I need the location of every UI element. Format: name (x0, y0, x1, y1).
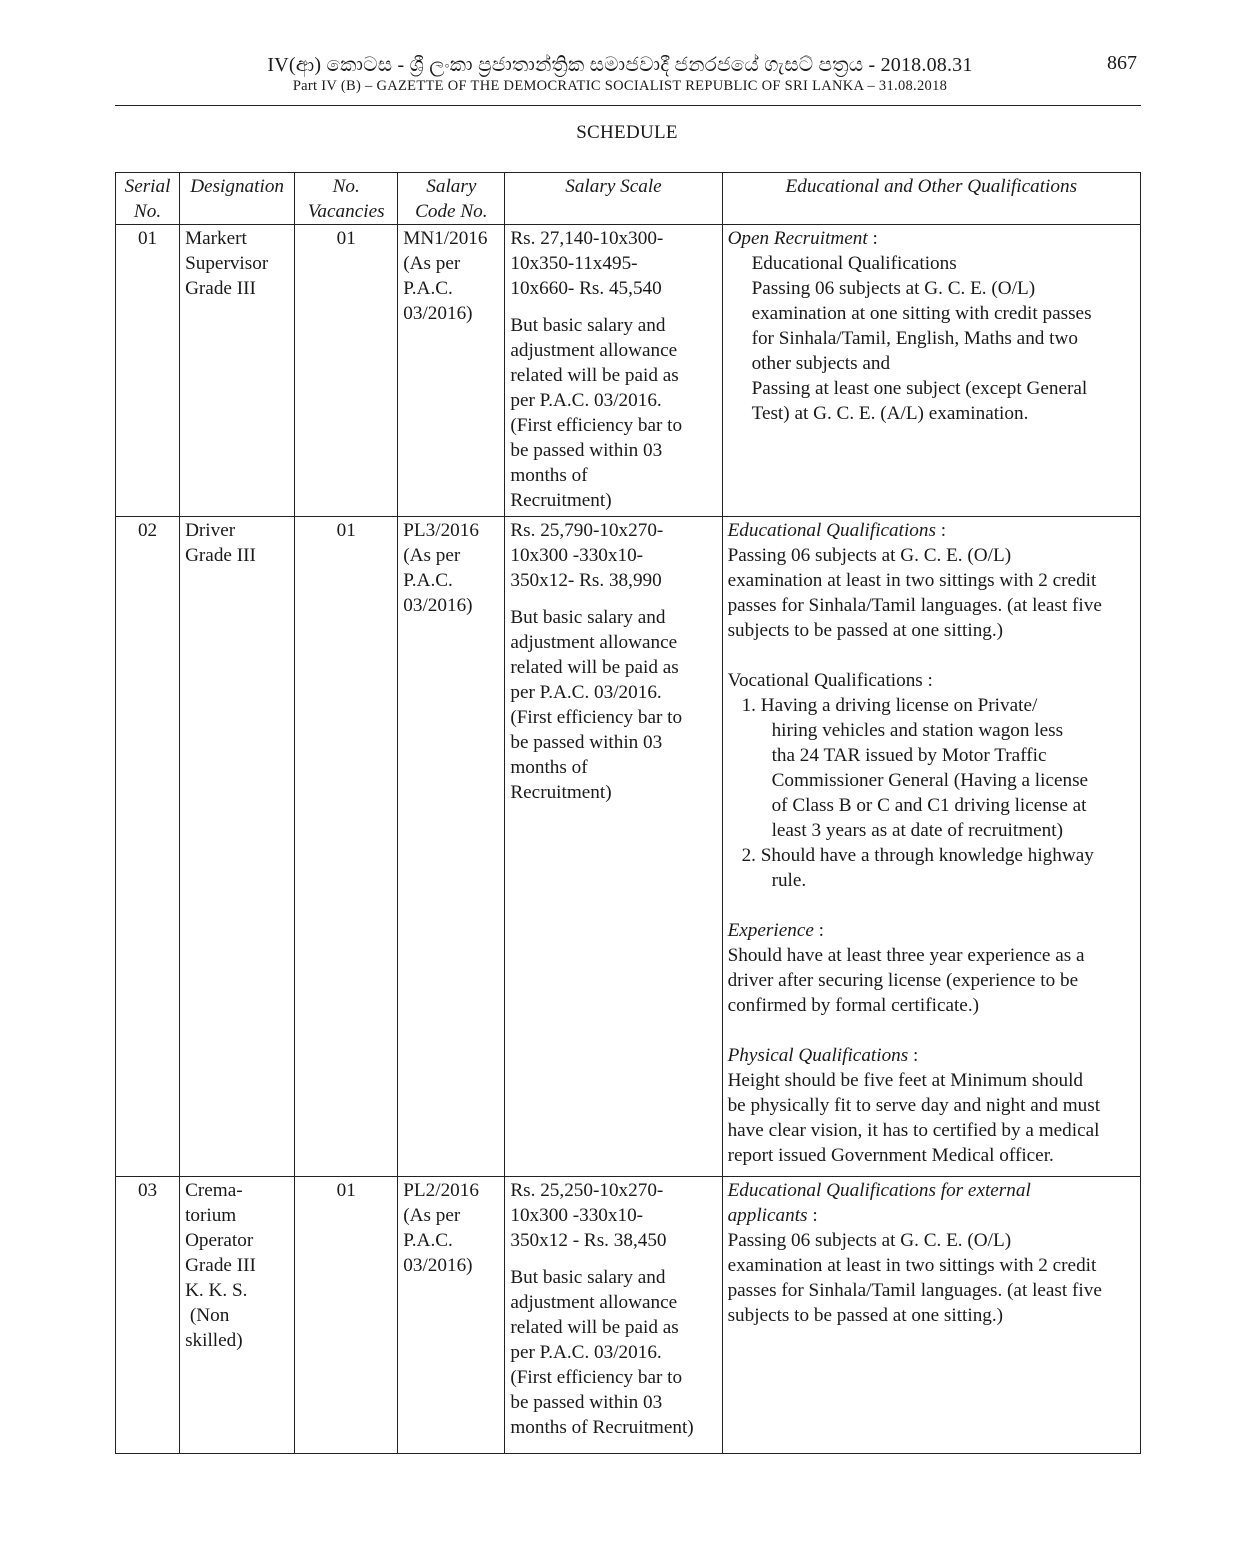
designation-cell: Markert Supervisor Grade III (180, 225, 295, 517)
schedule-table (115, 172, 1141, 1454)
table-header-row (116, 173, 1141, 225)
page-number: 867 (1107, 52, 1137, 74)
designation-cell: Crema- torium Operator Grade III K. K. S. (Non skilled) (180, 1177, 295, 1454)
edu-qual-heading: Educational Qualifications : (727, 520, 947, 541)
gazette-header-english: Part IV (B) – GAZETTE OF THE DEMOCRATIC SOCIALIST REPUBLIC OF SRI LANKA – 31.08.2018 (292, 78, 948, 94)
schedule-title: SCHEDULE (576, 122, 678, 143)
voc-item-2: 2. Should have a through knowledge highway (741, 845, 1094, 866)
salary-note: But basic salary and adjustment allowance related will be paid as per P.A.C. 03/2016. (First efficiency bar to be passed within 03 months of Recruitment) (510, 607, 683, 803)
col-header-serial: Serial No. (116, 173, 180, 225)
voc-qual-heading: Vocational Qualifications : (727, 670, 933, 691)
col-header-qualifications: Educational and Other Qualifications (722, 173, 1140, 225)
qual-heading: Open Recruitment : (727, 228, 878, 249)
salary-code-cell: MN1/2016 (As per P.A.C. 03/2016) (398, 225, 505, 517)
table-row (116, 225, 1141, 517)
salary-code-cell: PL3/2016 (As per P.A.C. 03/2016) (398, 517, 505, 1177)
serial-cell: 02 (116, 517, 180, 1177)
qualifications-cell: Educational Qualifications for external applicants : Passing 06 subjects at G. C. E. (O/L) examination at least in two sittings with 2 credit passes for Sinhala/Tamil languages. (at least five subjects to be passed at one sitting.) (722, 1177, 1140, 1454)
salary-scale-cell: Rs. 27,140-10x300- 10x350-11x495- 10x660- Rs. 45,540 But basic salary and adjustment allowance related will be paid as per P.A.C. 03/2016. (First efficiency bar to be passed within 03 months of Recruitment) (505, 225, 722, 517)
col-header-salary-scale: Salary Scale (505, 173, 722, 225)
experience-heading: Experience : (727, 920, 824, 941)
qual-body: Educational Qualifications Passing 06 subjects at G. C. E. (O/L) examination at one sitting with credit passes for Sinhala/Tamil, English, Maths and two other subjects and Passing at least one subject (except General Test) at G. C. E. (A/L) examination. (751, 253, 1092, 424)
qual-heading: Educational Qualifications for external (727, 1180, 1031, 1201)
designation-cell: Driver Grade III (180, 517, 295, 1177)
salary-code-cell: PL2/2016 (As per P.A.C. 03/2016) (398, 1177, 505, 1454)
vacancies-cell: 01 (295, 1177, 398, 1454)
physical-heading: Physical Qualifications : (727, 1045, 919, 1066)
salary-scale-cell: Rs. 25,790-10x270- 10x300 -330x10- 350x12- Rs. 38,990 But basic salary and adjustment allowance related will be paid as per P.A.C. 03/2016. (First efficiency bar to be passed within 03 months of Recruitment) (505, 517, 722, 1177)
serial-cell: 01 (116, 225, 180, 517)
qualifications-cell: Educational Qualifications : Passing 06 subjects at G. C. E. (O/L) examination at least in two sittings with 2 credit passes for Sinhala/Tamil languages. (at least five subjects to be passed at one sitting.) Vocational Qualifications : 1. Having a driving license on Private/ hiring vehicles and station wagon less tha 24 TAR issued by Motor Traffic Commissioner General (Having a license of Class B or C and C1 driving license at least 3 years as at date of recruitment) 2. Should have a through knowledge highway rule. Experience : Should have at least three year experience as a driver after securing license (experience to be confirmed by formal certificate.) Physical Qualifications : Height should be five feet at Minimum should be physically fit to serve day and night and must have clear vision, it has to certified by a medical report issued Government Medical officer. (722, 517, 1140, 1177)
voc-item-1: 1. Having a driving license on Private/ (741, 695, 1038, 716)
col-header-designation: Designation (180, 173, 295, 225)
salary-note: But basic salary and adjustment allowance related will be paid as per P.A.C. 03/2016. (First efficiency bar to be passed within 03 months of Recruitment) (510, 1267, 694, 1438)
col-header-vacancies: No. Vacancies (295, 173, 398, 225)
salary-scale-cell: Rs. 25,250-10x270- 10x300 -330x10- 350x12 - Rs. 38,450 But basic salary and adjustment allowance related will be paid as per P.A.C. 03/2016. (First efficiency bar to be passed within 03 months of Recruitment) (505, 1177, 722, 1454)
salary-note: But basic salary and adjustment allowance related will be paid as per P.A.C. 03/2016. (First efficiency bar to be passed within 03 months of Recruitment) (510, 315, 683, 511)
gazette-header-sinhala: IV(ආ) කොටස - ශ්‍රී ලංකා ප්‍රජාතාන්ත්‍රික සමාජවාදී ජනරජයේ ගැසට් පත්‍රය - 2018.08.31 (267, 54, 973, 76)
vacancies-cell: 01 (295, 225, 398, 517)
serial-cell: 03 (116, 1177, 180, 1454)
qualifications-cell (722, 225, 1140, 517)
col-header-salary-code: Salary Code No. (398, 173, 505, 225)
header-rule (115, 105, 1141, 106)
table-row (116, 517, 1141, 1177)
table-row (116, 1177, 1141, 1454)
vacancies-cell: 01 (295, 517, 398, 1177)
